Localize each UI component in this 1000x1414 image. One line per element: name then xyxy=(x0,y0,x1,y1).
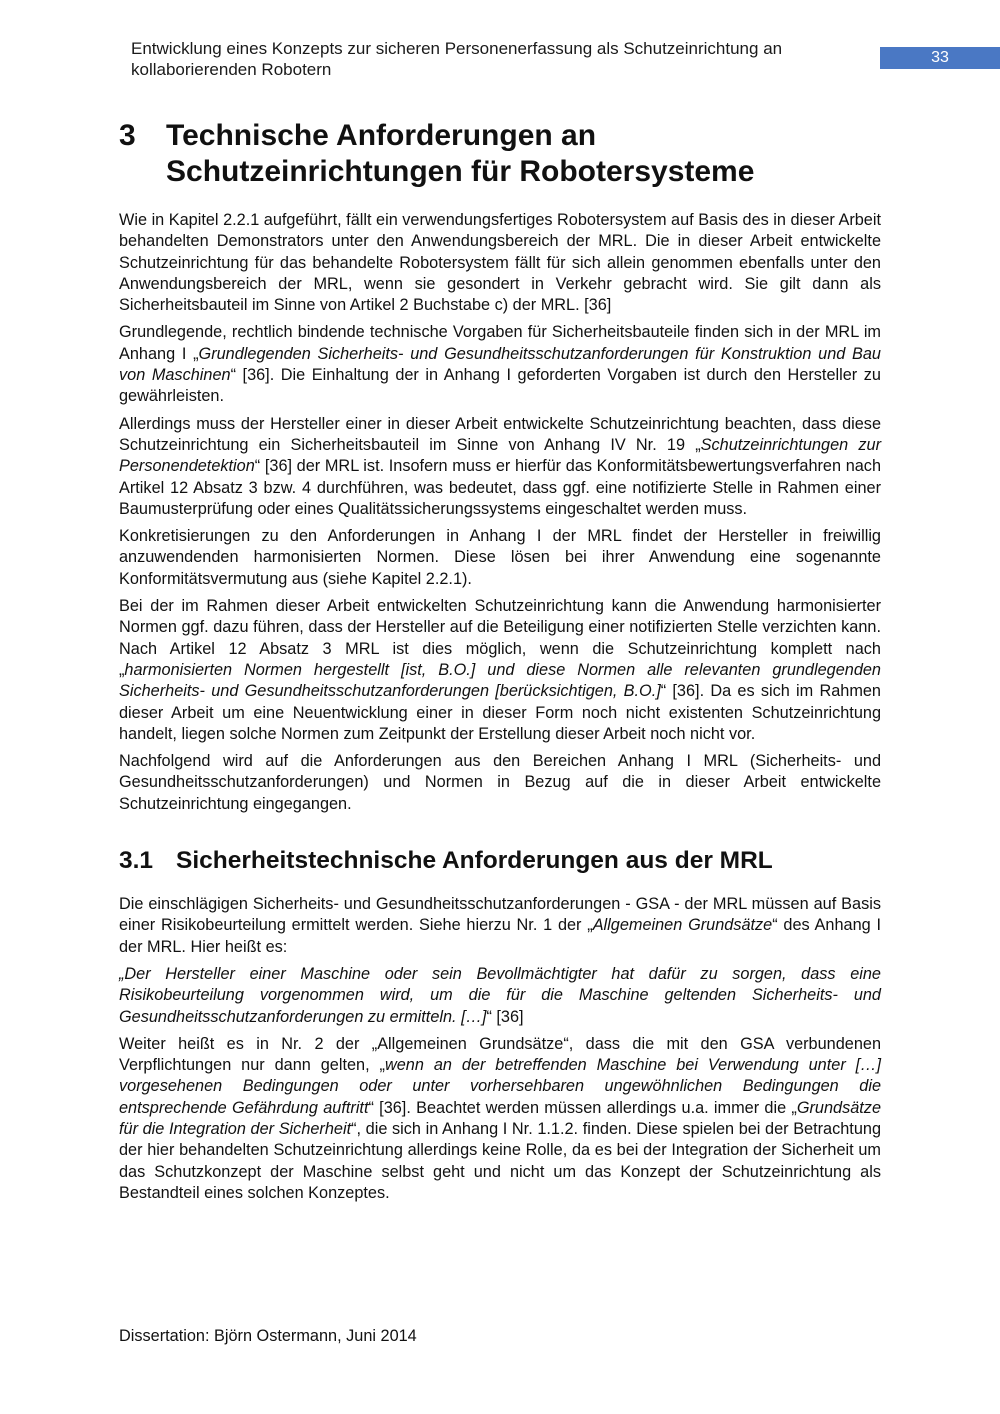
page-footer: Dissertation: Björn Ostermann, Juni 2014 xyxy=(119,1327,417,1345)
paragraph-4: Konkretisierungen zu den Anforderungen in Anhang I der MRL findet der Hersteller in freiwillig anzuwendenden harmonisierten Normen. Diese lösen bei ihrer Anwendung eine sogenannte Konformitätsvermutung aus (siehe Kapitel 2.2.1). xyxy=(119,527,881,588)
text-run: Grundlegende, rechtlich bindende technische Vorgaben für Sicherheitsbauteile finden sich in der MRL im Anhang I „ xyxy=(119,323,881,363)
text-run: Weiter heißt es in Nr. 2 der „Allgemeinen Grundsätze“, dass die mit den GSA verbundenen Verpflichtungen nur dann gelten, „ xyxy=(119,1034,881,1075)
paragraph-1: Wie in Kapitel 2.2.1 aufgeführt, fällt ein verwendungsfertiges Robotersystem auf Basis des in dieser Arbeit behandelten Demonstrators unter den Anwendungsbereich der MRL. Die in dieser Arbeit entwickelte Schutzeinrichtung für das behandelte Robotersystem fällt für sich allein genommen ebenfalls unter den Anwendungsbereich der MRL, wenn sie gesondert in Verkehr gebracht wird. Sie gilt dann als Sicherheitsbauteil im Sinne von Artikel 2 Buchstabe c) der MRL. [36] xyxy=(119,211,882,315)
italic-citation: wenn an der betreffenden Maschine bei Verwendung unter […] vorgesehenen Bedingungen oder unter vorhersehbaren ungewöhnlichen Bedingungen die entsprechende Gefährdung auftritt xyxy=(119,1056,881,1117)
text-run: “ [36]. Die Einhaltung der in Anhang I geforderten Vorgaben ist durch den Hersteller zu gewährleisten. xyxy=(119,366,881,406)
italic-citation: Allgemeinen Grundsätze xyxy=(592,916,773,935)
paragraph-3 xyxy=(119,414,881,520)
running-header-title: Entwicklung eines Konzepts zur sicheren Personenerfassung als Schutzeinrichtung an kollaborierenden Robotern xyxy=(131,39,783,79)
italic-citation: Grundsätze für die Integration der Sicherheit xyxy=(119,1098,881,1138)
paragraph-6: Nachfolgend wird auf die Anforderungen aus den Bereichen Anhang I MRL (Sicherheits- und Gesundheitsschutzanforderungen) und Normen in Bezug auf die in dieser Arbeit entwickelte Schutzeinrichtung eingegangen. xyxy=(119,752,881,813)
text-run: “ [36] der MRL ist. Insofern muss er hierfür das Konformitätsbewertungsverfahren nach Artikel 12 Absatz 3 bzw. 4 durchführen, was bedeutet, dass ggf. eine notifizierte Stelle in Rahmen einer Baumusterprüfung oder eines Qualitätssicherungssystems eingeschaltet werden muss. xyxy=(119,457,881,518)
page-content xyxy=(119,118,881,1210)
text-run: Bei der im Rahmen dieser Arbeit entwickelten Schutzeinrichtung kann die Anwendung harmonisierter Normen ggf. dazu führen, dass der Hersteller auf die Beteiligung einer notifizierten Stelle verzichten kann. Nach Artikel 12 Absatz 3 MRL ist dies möglich, wenn die Schutzeinrichtung komplett nach „ xyxy=(119,597,881,679)
paragraph-5 xyxy=(119,596,881,745)
section-title: Sicherheitstechnische Anforderungen aus der MRL xyxy=(176,847,773,875)
section-number: 3.1 xyxy=(119,847,154,875)
page-number-badge: 33 xyxy=(880,47,1000,69)
block-quote xyxy=(119,964,881,1028)
paragraph-2 xyxy=(119,322,881,407)
text-run: “, die sich in Anhang I Nr. 1.1.2. finden. Diese spielen bei der Betrachtung der hier behandelten Schutzeinrichtung allerdings keine Rolle, da es bei der Integration der Sicherheit um das Schutzkonzept der Maschine selbst geht und nicht um das Konzept der Schutzeinrichtung als Bestandteil eines solchen Konzeptes. xyxy=(119,1119,881,1202)
section-paragraph-3 xyxy=(119,1034,881,1204)
chapter-number: 3 xyxy=(119,119,136,152)
chapter-heading xyxy=(119,118,881,190)
section-paragraph-1 xyxy=(119,894,881,958)
chapter-title: Technische Anforderungen an Schutzeinrichtungen für Robotersysteme xyxy=(166,119,755,188)
italic-citation: harmonisierten Normen hergestellt [ist, B.O.] und diese Normen alle relevanten grundlegenden Sicherheits- und Gesundheitsschutzanforderungen [berücksichtigen, B.O.] xyxy=(119,660,881,701)
text-run: “ des Anhang I der MRL. Hier heißt es: xyxy=(119,916,881,956)
section-heading xyxy=(119,846,881,876)
italic-citation: Schutzeinrichtungen zur Personendetektion xyxy=(119,435,881,476)
quote-text: „Der Hersteller einer Maschine oder sein Bevollmächtigter hat dafür zu sorgen, dass eine Risikobeurteilung vorgenommen wird, um die für die Maschine geltenden Sicherheits- und Gesundheitsschutzanforderungen zu ermitteln. […] xyxy=(119,964,881,1026)
text-run: Allerdings muss der Hersteller einer in dieser Arbeit entwickelte Schutzeinrichtung beachten, dass diese Schutzeinrichtung ein Sicherheitsbauteil im Sinne von Anhang IV Nr. 19 „ xyxy=(119,414,881,454)
text-run: “ [36]. Da es sich im Rahmen dieser Arbeit um eine Neuentwicklung einer in dieser Form noch nicht existenten Schutzeinrichtung handelt, liegen solche Normen zum Zeitpunkt der Erstellung dieser Arbeit noch nicht vor. xyxy=(119,682,881,743)
italic-citation: Grundlegenden Sicherheits- und Gesundheitsschutzanforderungen für Konstruktion und Bau von Maschinen xyxy=(119,344,881,385)
quote-reference: “ [36] xyxy=(486,1007,524,1026)
text-run: “ [36]. Beachtet werden müssen allerdings u.a. immer die „ xyxy=(368,1098,797,1117)
text-run: Die einschlägigen Sicherheits- und Gesundheitsschutzanforderungen - GSA - der MRL müssen auf Basis einer Risikobeurteilung ermittelt werden. Siehe hierzu Nr. 1 der „ xyxy=(119,895,881,935)
